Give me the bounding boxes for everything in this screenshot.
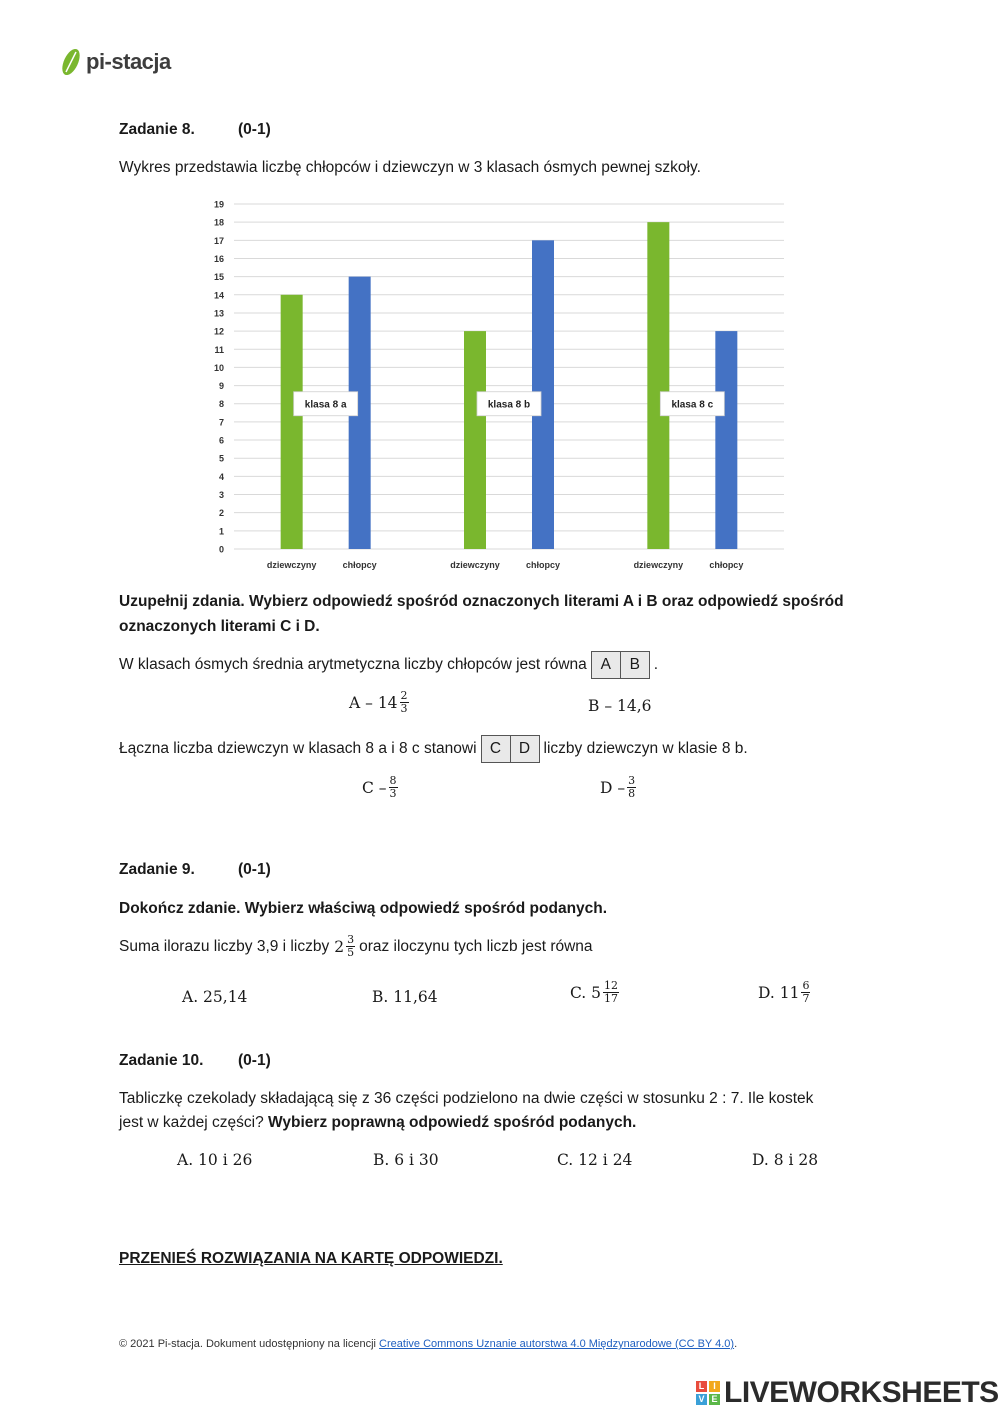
- task9-mixed-fraction: $\frac{3}{5}$: [347, 933, 355, 959]
- x-tick-label: chłopcy: [709, 560, 744, 570]
- liveworksheets-text: LIVEWORKSHEETS: [724, 1376, 999, 1409]
- footer-text: © 2021 Pi-stacja. Dokument udostępniony na licencji: [119, 1338, 376, 1350]
- y-tick-label: 6: [218, 435, 224, 446]
- y-tick-label: 0: [218, 544, 224, 555]
- x-tick-label: dziewczyny: [266, 560, 317, 570]
- task8-sentence2: [119, 734, 748, 764]
- option-b: B – 14,6: [588, 697, 652, 715]
- task10-line2: [119, 1114, 636, 1132]
- task9-sentence-start: Suma ilorazu liczby 3,9 i liczby: [119, 937, 330, 955]
- task9-option-a[interactable]: A. 25,14: [182, 988, 248, 1006]
- option-c-label: C –: [362, 778, 387, 797]
- option-a-whole: 14: [377, 693, 398, 712]
- grid-letter-e: E: [709, 1394, 720, 1405]
- task10-option-c[interactable]: C. 12 i 24: [557, 1151, 633, 1169]
- option-a-fraction: $\frac{2}{3}$: [400, 689, 408, 715]
- task9-option-d[interactable]: [758, 980, 810, 1005]
- sentence1-text: W klasach ósmych średnia arytmetyczna liczby chłopców jest równa: [119, 656, 587, 673]
- task9-option-d-fraction: $\frac{6}{7}$: [802, 979, 810, 1005]
- task9-sentence: [119, 934, 593, 959]
- task10-line2-bold: Wybierz poprawną odpowiedź spośród podanych.: [268, 1114, 637, 1131]
- bar-chłopcy: [715, 331, 737, 549]
- task9-instruction: Dokończ zdanie. Wybierz właściwą odpowiedź spośród podanych.: [119, 900, 608, 917]
- y-tick-label: 15: [213, 272, 224, 283]
- sentence2-start: Łączna liczba dziewczyn w klasach 8 a i 8 c stanowi: [119, 740, 477, 757]
- y-tick-label: 12: [213, 326, 224, 337]
- sentence2-end: liczby dziewczyn w klasie 8 b.: [543, 740, 748, 757]
- chart-y-ticks: [214, 200, 224, 555]
- x-tick-label: dziewczyny: [450, 560, 500, 570]
- task8-points: (0-1): [238, 121, 271, 138]
- y-tick-label: 5: [218, 453, 224, 464]
- group-label: klasa 8 b: [487, 399, 531, 411]
- option-a-label: A –: [349, 693, 373, 712]
- y-tick-label: 1: [218, 526, 224, 537]
- y-tick-label: 4: [218, 471, 224, 482]
- option-d-label: D –: [600, 778, 626, 797]
- task9-option-c[interactable]: [570, 980, 619, 1005]
- y-tick-label: 7: [218, 417, 224, 428]
- grid-letter-i: I: [709, 1381, 720, 1392]
- y-tick-label: 2: [218, 508, 224, 519]
- y-tick-label: 19: [213, 199, 224, 210]
- option-d-fraction: $\frac{3}{8}$: [628, 774, 636, 800]
- grid-letter-l: L: [696, 1381, 707, 1392]
- task8-instruction-line1: Uzupełnij zdania. Wybierz odpowiedź spośród oznaczonych literami A i B oraz odpowiedź spośród: [119, 593, 844, 610]
- group-label: klasa 8 a: [304, 399, 347, 411]
- task8-title: Zadanie 8.: [119, 121, 195, 138]
- bar-dziewczyny: [647, 222, 669, 549]
- y-tick-label: 13: [213, 308, 224, 319]
- sentence1-end: .: [653, 656, 659, 673]
- y-tick-label: 3: [218, 490, 224, 501]
- y-tick-label: 14: [213, 290, 224, 301]
- transfer-note: PRZENIEŚ ROZWIĄZANIA NA KARTĘ ODPOWIEDZI.: [119, 1250, 503, 1267]
- bar-chart: [200, 192, 800, 577]
- y-tick-label: 17: [213, 235, 224, 246]
- footer: [119, 1338, 737, 1350]
- footer-end: .: [734, 1338, 738, 1350]
- choice-c[interactable]: C: [489, 740, 502, 757]
- y-tick-label: 8: [218, 399, 224, 410]
- task9-points: (0-1): [238, 861, 271, 878]
- option-c: [362, 775, 398, 800]
- y-tick-label: 11: [214, 344, 224, 355]
- task9-option-d-label: D. 11: [758, 983, 800, 1002]
- task10-title: Zadanie 10.: [119, 1052, 204, 1069]
- task10-points: (0-1): [238, 1052, 271, 1069]
- task9-mixed-whole: 2: [334, 937, 345, 956]
- task9-option-c-fraction: $\frac{12}{17}$: [604, 979, 619, 1005]
- bar-dziewczyny: [281, 295, 303, 549]
- option-c-fraction: $\frac{8}{3}$: [389, 774, 397, 800]
- task10-option-b[interactable]: B. 6 i 30: [373, 1151, 439, 1169]
- choice-a[interactable]: A: [600, 656, 611, 673]
- y-tick-label: 9: [218, 381, 224, 392]
- chart-x-labels: [267, 560, 743, 570]
- choice-b[interactable]: B: [620, 652, 649, 678]
- option-d: [600, 775, 636, 800]
- task10-line1: Tabliczkę czekolady składającą się z 36 części podzielono na dwie części w stosunku 2 : 7. Ile kostek: [119, 1090, 814, 1107]
- x-tick-label: dziewczyny: [633, 560, 684, 570]
- logo-text: pi-stacja: [86, 49, 171, 74]
- task9-sentence-end: oraz iloczynu tych liczb jest równa: [359, 937, 593, 955]
- task8-intro: Wykres przedstawia liczbę chłopców i dziewczyn w 3 klasach ósmych pewnej szkoły.: [119, 159, 701, 176]
- task8-sentence1: [119, 650, 658, 680]
- x-tick-label: chłopcy: [342, 560, 377, 570]
- y-tick-label: 18: [213, 217, 224, 228]
- bar-dziewczyny: [464, 331, 486, 549]
- choice-d[interactable]: D: [510, 736, 539, 762]
- task10-option-d[interactable]: D. 8 i 28: [752, 1151, 819, 1169]
- answer-box-ab[interactable]: [591, 651, 650, 679]
- group-label: klasa 8 c: [671, 399, 714, 411]
- task9-title: Zadanie 9.: [119, 861, 195, 878]
- liveworksheets-grid-icon: [696, 1381, 720, 1405]
- task10-option-a[interactable]: A. 10 i 26: [177, 1151, 253, 1169]
- license-link[interactable]: Creative Commons Uznanie autorstwa 4.0 Międzynarodowe (CC BY 4.0): [379, 1338, 735, 1350]
- y-tick-label: 10: [213, 362, 224, 373]
- task9-option-b[interactable]: B. 11,64: [372, 988, 438, 1006]
- pi-stacja-logo: [60, 46, 171, 78]
- leaf-icon: [60, 47, 82, 77]
- task9-option-c-label: C. 5: [570, 983, 602, 1002]
- y-tick-label: 16: [213, 253, 224, 264]
- x-tick-label: chłopcy: [525, 560, 561, 570]
- grid-letter-v: V: [696, 1394, 707, 1405]
- option-a: [349, 690, 409, 715]
- liveworksheets-logo: [696, 1376, 999, 1410]
- chart-grid: [234, 204, 784, 549]
- task10-line2-start: jest w każdej części?: [119, 1114, 264, 1131]
- answer-box-cd[interactable]: [481, 735, 540, 763]
- task8-instruction-line2: oznaczonych literami C i D.: [119, 618, 320, 635]
